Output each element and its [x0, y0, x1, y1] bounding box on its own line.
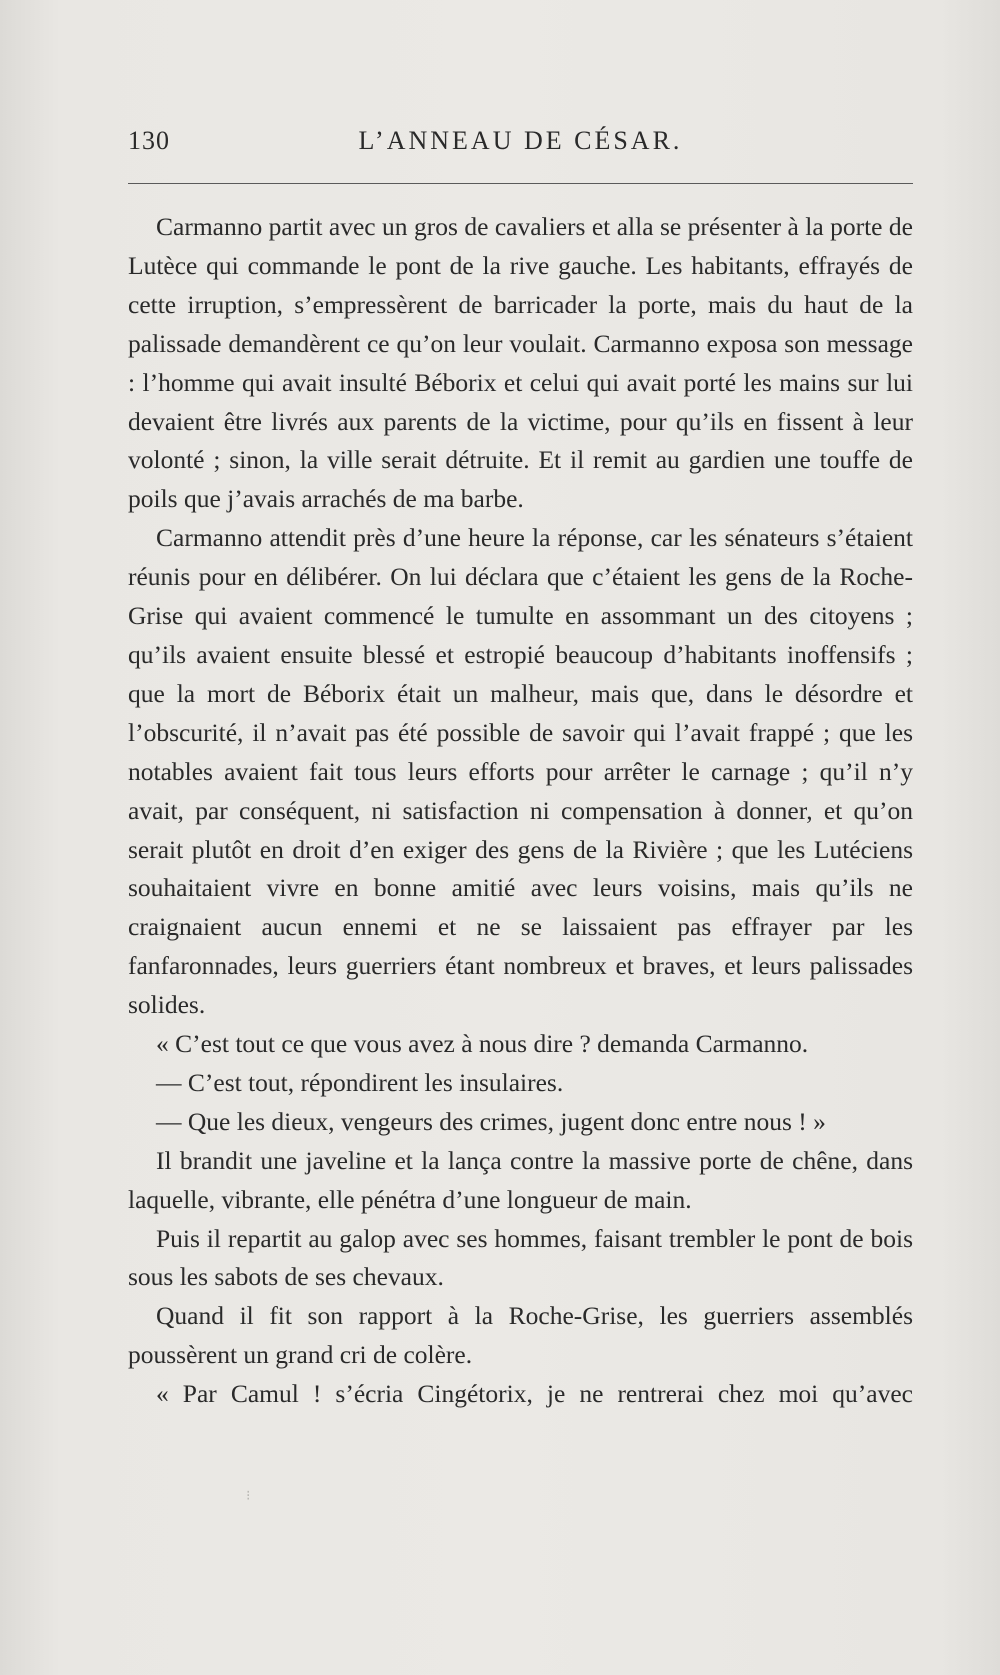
page-header: [128, 126, 913, 166]
paragraph: « C’est tout ce que vous avez à nous dire ? demanda Carmanno.: [156, 1029, 809, 1059]
paragraph: Carmanno partit avec un gros de cavaliers et alla se présenter à la porte de Lutèce qui commande le pont de la rive gauche. Les habitants, effrayés de cette irruption, s’empressèrent de barricader la porte, mais du haut de la palissade demandèrent ce qu’on leur voulait. Carmanno exposa son message : l’homme qui avait insulté Béborix et celui qui avait porté les mains sur lui devaient être livrés aux parents de la victime, pour qu’ils en fissent à leur volonté ; sinon, la ville serait détruite. Et il remit au gardien une touffe de poils que j’avais arrachés de ma barbe.: [128, 212, 913, 514]
paper-blemish: ⁝: [246, 1489, 251, 1504]
paragraph: — C’est tout, répondirent les insulaires.: [156, 1067, 564, 1097]
paragraph: Quand il fit son rapport à la Roche-Grise, les guerriers assemblés poussèrent un grand cri de colère.: [128, 1301, 913, 1370]
paragraph: Carmanno attendit près d’une heure la réponse, car les sénateurs s’étaient réunis pour en délibérer. On lui déclara que c’étaient les gens de la Roche-Grise qui avaient commencé le tumulte en assommant un des citoyens ; qu’ils avaient ensuite blessé et estropié beaucoup d’habitants inoffensifs ; que la mort de Béborix était un malheur, mais que, dans le désordre et l’obscurité, il n’avait pas été possible de savoir qui l’avait frappé ; que les notables avaient fait tous leurs efforts pour arrêter le carnage ; qu’il n’y avait, par conséquent, ni satisfaction ni compensation à donner, et qu’on serait plutôt en droit d’en exiger des gens de la Rivière ; que les Lutéciens souhaitaient vivre en bonne amitié avec leurs voisins, mais qu’ils ne craignaient aucun ennemi et ne se laissaient pas effrayer par les fanfaronnades, leurs guerriers étant nombreux et braves, et leurs palissades solides.: [128, 523, 913, 1020]
page-number: 130: [128, 126, 170, 155]
paragraph: Puis il repartit au galop avec ses hommes, faisant trembler le pont de bois sous les sabots de ses chevaux.: [128, 1223, 913, 1292]
paragraph: « Par Camul ! s’écria Cingétorix, je ne rentrerai chez moi qu’avec: [156, 1379, 913, 1409]
body-text: [128, 208, 913, 1414]
header-rule: [128, 183, 913, 184]
paragraph: Il brandit une javeline et la lança contre la massive porte de chêne, dans laquelle, vibrante, elle pénétra d’une longueur de main.: [128, 1145, 913, 1214]
running-title: L’ANNEAU DE CÉSAR.: [358, 126, 683, 155]
paragraph: — Que les dieux, vengeurs des crimes, jugent donc entre nous ! »: [156, 1106, 826, 1136]
